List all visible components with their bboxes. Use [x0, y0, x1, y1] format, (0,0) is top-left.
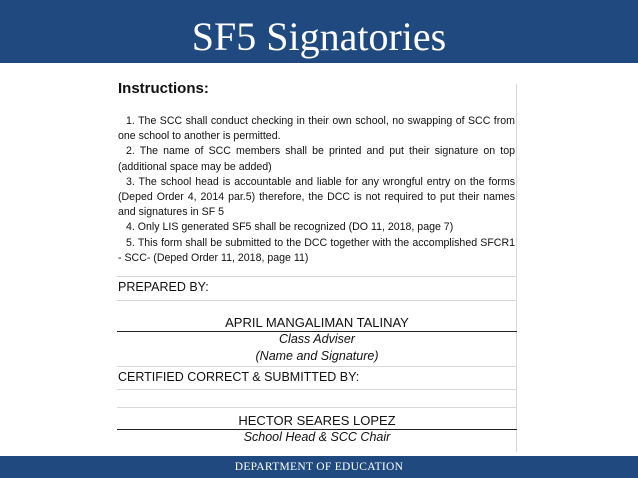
instructions-heading: Instructions:: [118, 80, 209, 97]
row-divider: [117, 366, 517, 367]
footer-text: DEPARTMENT OF EDUCATION: [234, 461, 404, 473]
row-divider: [117, 276, 517, 277]
certifier-role: School Head & SCC Chair: [243, 430, 391, 444]
instruction-item: 5. This form shall be submitted to the DCC together with the accomplished SFCR1 - SCC- (Deped Order 11, 2018, page 11): [118, 236, 515, 264]
certified-label: CERTIFIED CORRECT & SUBMITTED BY:: [118, 370, 360, 384]
row-divider: [117, 407, 517, 408]
certifier-name: HECTOR SEARES LOPEZ: [238, 413, 396, 428]
signature-caption: (Name and Signature): [255, 349, 379, 363]
slide-title: SF5 Signatories: [191, 14, 447, 59]
row-divider: [117, 389, 517, 390]
row-divider: [117, 300, 517, 301]
preparer-name: APRIL MANGALIMAN TALINAY: [225, 315, 409, 330]
instructions-list: [118, 114, 515, 266]
column-divider: [516, 84, 517, 452]
instruction-item: 2. The name of SCC members shall be printed and put their signature on top (additional space may be added): [118, 145, 515, 173]
sf5-form-image: [117, 76, 517, 452]
instruction-item: 1. The SCC shall conduct checking in their own school, no swapping of SCC from one school to another is permitted.: [118, 115, 515, 143]
preparer-role: Class Adviser: [279, 332, 355, 346]
instruction-item: 4. Only LIS generated SF5 shall be recognized (DO 11, 2018, page 7): [126, 221, 454, 234]
instruction-item: 3. The school head is accountable and liable for any wrongful entry on the forms (Deped Order 4, 2014 par.5) therefore, the DCC is not required to put their names and signatures in SF 5: [118, 175, 515, 219]
prepared-by-label: PREPARED BY:: [118, 280, 209, 294]
